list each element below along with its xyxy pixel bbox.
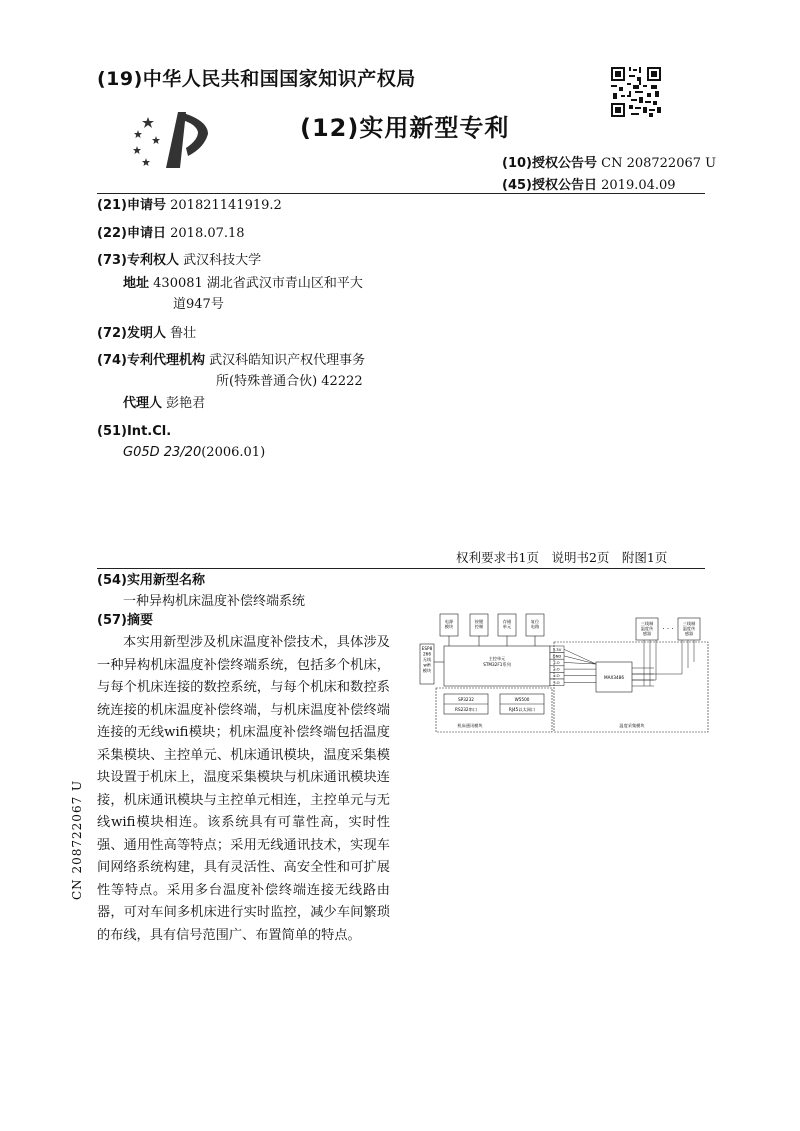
ethernet-chip-label: W5500 [514, 697, 530, 702]
office-name: (19)中华人民共和国国家知识产权局 [97, 68, 416, 90]
agent-label: 代理人 [123, 396, 163, 411]
ellipsis: · · · [662, 625, 674, 633]
signal-lines [632, 640, 694, 686]
top-arrows [449, 636, 535, 646]
publication-date-label: (45)授权公告日 [502, 178, 597, 193]
application-number: 201821141919.2 [170, 198, 282, 213]
wifi-module-label: ESP8 266 无线 wifi 模块 [421, 646, 433, 673]
intcl-label-text: (51)Int.Cl. [97, 424, 172, 439]
sensor-label-2: 三线制温度传感器 [682, 621, 696, 636]
utility-name: 一种异构机床温度补偿终端系统 [123, 594, 306, 609]
mcu-label: 主控单元 STM32F1系列 [483, 656, 511, 667]
inventor-label: (72)发明人 [97, 326, 166, 341]
publication-number-row [502, 152, 716, 171]
patentee-row [97, 251, 261, 271]
section-divider [97, 568, 705, 569]
mcu-pin-label: I.O [554, 666, 560, 672]
sensor-label-1: 三线制温度传感器 [640, 621, 654, 636]
intcl-classification [123, 443, 265, 463]
inventor-row [97, 324, 196, 344]
comm-module-label: 机床通讯模块 [457, 723, 483, 728]
agent-row [123, 394, 205, 414]
mcu-pin-label: I.O [554, 660, 560, 665]
header-divider [97, 193, 705, 194]
mcu-pin-label: GND [552, 653, 562, 659]
address-label: 地址 [123, 276, 150, 291]
application-date: 2018.07.18 [170, 226, 245, 241]
cnipa-logo-icon [128, 108, 214, 170]
rs232-chip-label: SP3232 [458, 697, 474, 702]
acquisition-module-label: 温度采集模块 [619, 723, 645, 728]
agency-row [97, 351, 365, 371]
patentee-label: (73)专利权人 [97, 253, 179, 268]
qr-code-icon [611, 67, 661, 117]
ethernet-port-label: RJ45以太网口 [508, 707, 536, 712]
mcu-pin-label: I.O [554, 679, 560, 685]
patentee: 武汉科技大学 [183, 253, 262, 268]
intcl-year: (2006.01) [201, 445, 266, 460]
mcu-pins [550, 646, 596, 686]
key-control-label: 按键控制 [474, 619, 484, 629]
mcu-pin-label: 3.3V [552, 646, 562, 652]
mcu-pin-label: I.O [554, 673, 560, 679]
intcl-label [97, 422, 171, 442]
reset-label: 复位电路 [530, 619, 540, 629]
application-date-row [97, 224, 245, 244]
publication-date: 2019.04.09 [601, 178, 676, 193]
inventor: 鲁壮 [170, 326, 197, 341]
storage-label: 存储单元 [502, 619, 512, 629]
publication-date-row [502, 174, 676, 193]
agency-line-2: 所(特殊普通合伙) 42222 [216, 374, 363, 389]
document-type: (12)实用新型专利 [300, 114, 510, 142]
power-module-label: 电源模块 [444, 619, 454, 629]
abstract-text: 本实用新型涉及机床温度补偿技术，具体涉及一种异构机床温度补偿终端系统，包括多个机床，与每个机床连接的数控系统，与每个机床和数控系统连接的机床温度补偿终端，与机床温度补偿终端连接的无线wifi模块；机床温度补偿终端包括温度采集模块、主控单元、机床通讯模块，温度采集模块设置于机床上，温度采集模块与机床通讯模块连接，机床通讯模块与主控单元相连，主控单元与无线wifi模块相连。该系统具有可靠性高，实时性强、通用性高等特点；采用无线通讯技术，实现车间网络系统构建，具有灵活性、高安全性和可扩展性等特点。采用多台温度补偿终端连接无线路由器，可对车间多机床进行实时监控，减少车间繁琐的布线，具有信号范围广、布置简单的特点。 [97, 635, 390, 943]
top-boxes [440, 614, 544, 636]
address-line-2: 道947号 [173, 297, 224, 312]
pages-info: 权利要求书1页 说明书2页 附图1页 [456, 550, 668, 565]
agent: 彭艳君 [166, 396, 206, 411]
intcl-code: G05D 23/20 [123, 445, 202, 460]
address-row [123, 274, 363, 294]
publication-number: CN 208722067 U [601, 156, 717, 171]
abstract-label: (57)摘要 [97, 613, 153, 628]
max3486-label: MAX3486 [603, 675, 625, 680]
utility-name-label-row [97, 571, 205, 591]
rs232-port-label: RS232串口 [455, 707, 477, 712]
agency-line-1: 武汉科皓知识产权代理事务 [209, 353, 366, 368]
application-number-row [97, 196, 282, 216]
abstract-label-row [97, 611, 153, 631]
system-block-diagram [418, 612, 710, 736]
application-number-label: (21)申请号 [97, 198, 166, 213]
side-publication-number: CN 208722067 U [70, 779, 84, 900]
application-date-label: (22)申请日 [97, 226, 166, 241]
agency-label: (74)专利代理机构 [97, 353, 205, 368]
utility-name-label: (54)实用新型名称 [97, 573, 205, 588]
address-line-1: 430081 湖北省武汉市青山区和平大 [153, 276, 363, 291]
publication-number-label: (10)授权公告号 [502, 156, 597, 171]
